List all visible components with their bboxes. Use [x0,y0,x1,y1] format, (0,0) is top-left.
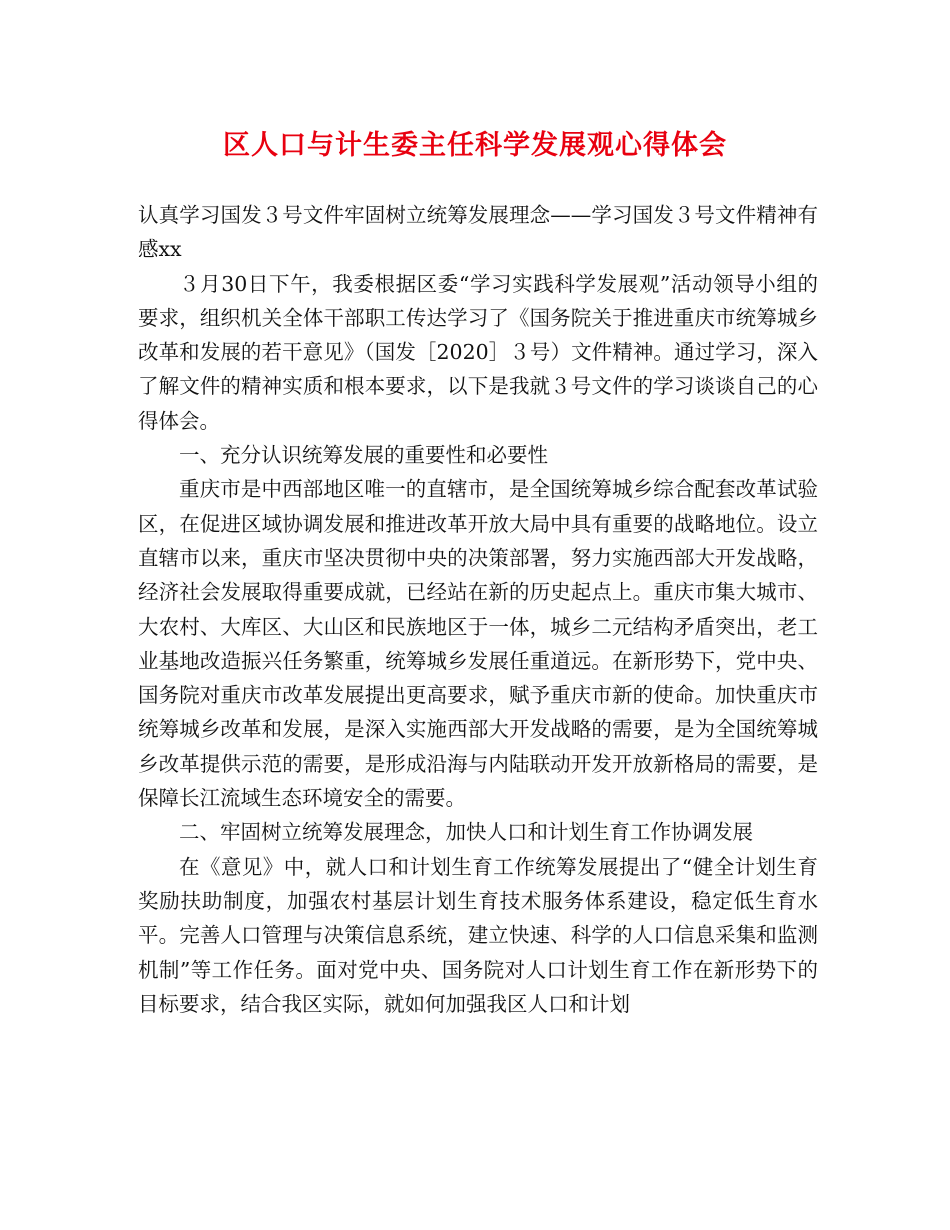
section-heading-2: 二、牢固树立统筹发展理念，加快人口和计划生育工作协调发展 [179,820,753,845]
paragraph-subtitle: 认真学习国发３号文件牢固树立统筹发展理念——学习国发３号文件精神有感xx [138,203,818,262]
paragraph-intro: ３月30日下午，我委根据区委“学习实践科学发展观”活动领导小组的要求，组织机关全体干部职工传达学习了《国务院关于推进重庆市统筹城乡改革和发展的若干意见》（国发［2020］３号）文件精神。通过学习，深入了解文件的精神实质和根本要求，以下是我就３号文件的学习谈谈自己的心得体会。 [138,271,818,433]
section-heading-1: 一、充分认识统筹发展的重要性和必要性 [179,443,548,468]
document-body [138,198,818,1021]
document-title: 区人口与计生委主任科学发展观心得体会 [223,130,727,161]
paragraph-section-2: 在《意见》中，就人口和计划生育工作统筹发展提出了“健全计划生育奖励扶助制度，加强农村基层计划生育技术服务体系建设，稳定低生育水平。完善人口管理与决策信息系统，建立快速、科学的人口信息采集和监测机制”等工作任务。面对党中央、国务院对人口计划生育工作在新形势下的目标要求，结合我区实际，就如何加强我区人口和计划 [138,854,818,1016]
paragraph-section-1: 重庆市是中西部地区唯一的直辖市，是全国统筹城乡综合配套改革试验区，在促进区域协调发展和推进改革开放大局中具有重要的战略地位。设立直辖市以来，重庆市坚决贯彻中央的决策部署，努力实施西部大开发战略，经济社会发展取得重要成就，已经站在新的历史起点上。重庆市集大城市、大农村、大库区、大山区和民族地区于一体，城乡二元结构矛盾突出，老工业基地改造振兴任务繁重，统筹城乡发展任重道远。在新形势下，党中央、国务院对重庆市改革发展提出更高要求，赋予重庆市新的使命。加快重庆市统筹城乡改革和发展，是深入实施西部大开发战略的需要，是为全国统筹城乡改革提供示范的需要，是形成沿海与内陆联动开发开放新格局的需要，是保障长江流域生态环境安全的需要。 [138,477,818,811]
